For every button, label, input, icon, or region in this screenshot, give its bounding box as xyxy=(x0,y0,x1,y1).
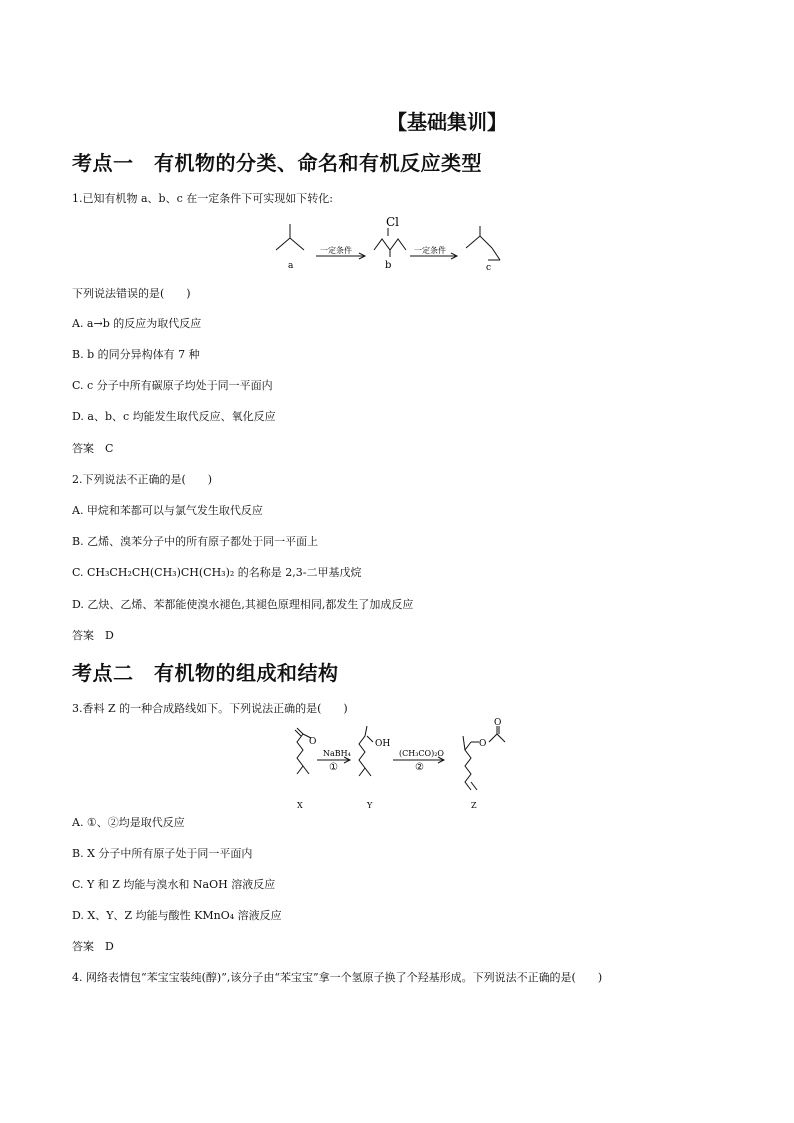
q1-option-b: B. b 的同分异构体有 7 种 xyxy=(72,348,200,361)
step-2-label: ② xyxy=(415,762,424,773)
q3-synthesis-scheme xyxy=(275,716,515,811)
q1-reaction-scheme xyxy=(270,210,520,272)
q2-option-a: A. 甲烷和苯都可以与氯气发生取代反应 xyxy=(72,504,263,517)
q2-option-b: B. 乙烯、溴苯分子中的所有原子都处于同一平面上 xyxy=(72,535,319,548)
q3-option-c: C. Y 和 Z 均能与溴水和 NaOH 溶液反应 xyxy=(72,878,276,891)
step-1-label: ① xyxy=(329,762,338,773)
q1-option-a: A. a→b 的反应为取代反应 xyxy=(72,317,202,330)
q1-option-d: D. a、b、c 均能发生取代反应、氧化反应 xyxy=(72,410,276,423)
reagent-1: NaBH₄ xyxy=(323,749,351,758)
carbonyl-oxygen-label: O xyxy=(494,718,502,728)
hydroxyl-label: OH xyxy=(375,739,391,749)
q2-answer: 答案 D xyxy=(72,629,114,642)
section-heading-2: 考点二 有机物的组成和结构 xyxy=(72,661,339,685)
label-b: b xyxy=(385,260,392,271)
condition-2: 一定条件 xyxy=(414,246,446,255)
q2-stem: 2.下列说法不正确的是( ) xyxy=(72,473,213,486)
q1-stem: 1.已知有机物 a、b、c 在一定条件下可实现如下转化: xyxy=(72,192,333,205)
q3-stem: 3.香料 Z 的一种合成路线如下。下列说法正确的是( ) xyxy=(72,702,348,715)
q3-option-d: D. X、Y、Z 均能与酸性 KMnO₄ 溶液反应 xyxy=(72,909,282,922)
q4-stem: 4. 网络表情包“苯宝宝装纯(醇)”,该分子由“苯宝宝”拿一个氢原子换了个羟基形成。下列说法不正确的是( ) xyxy=(72,971,603,984)
label-c: c xyxy=(486,263,492,272)
label-x: X xyxy=(297,801,303,810)
label-y: Y xyxy=(367,801,373,810)
ester-oxygen-label: O xyxy=(479,739,487,749)
page-title: 【基础集训】 xyxy=(387,110,507,134)
reagent-2: (CH₃CO)₂O xyxy=(399,749,444,758)
label-a: a xyxy=(288,261,294,271)
q2-option-c: C. CH₃CH₂CH(CH₃)CH(CH₃)₂ 的名称是 2,3-二甲基戊烷 xyxy=(72,566,362,579)
q3-answer: 答案 D xyxy=(72,940,114,953)
ketone-oxygen-label: O xyxy=(309,737,317,747)
q3-option-b: B. X 分子中所有原子处于同一平面内 xyxy=(72,847,253,860)
condition-1: 一定条件 xyxy=(320,246,352,255)
chlorine-label: Cl xyxy=(386,215,400,229)
q1-answer: 答案 C xyxy=(72,442,114,455)
q1-option-c: C. c 分子中所有碳原子均处于同一平面内 xyxy=(72,379,273,392)
label-z: Z xyxy=(471,801,477,810)
q3-option-a: A. ①、②均是取代反应 xyxy=(72,816,185,829)
q2-option-d: D. 乙炔、乙烯、苯都能使溴水褪色,其褪色原理相同,都发生了加成反应 xyxy=(72,598,414,611)
section-heading-1: 考点一 有机物的分类、命名和有机反应类型 xyxy=(72,151,482,175)
q1-question: 下列说法错误的是( ) xyxy=(72,287,191,300)
